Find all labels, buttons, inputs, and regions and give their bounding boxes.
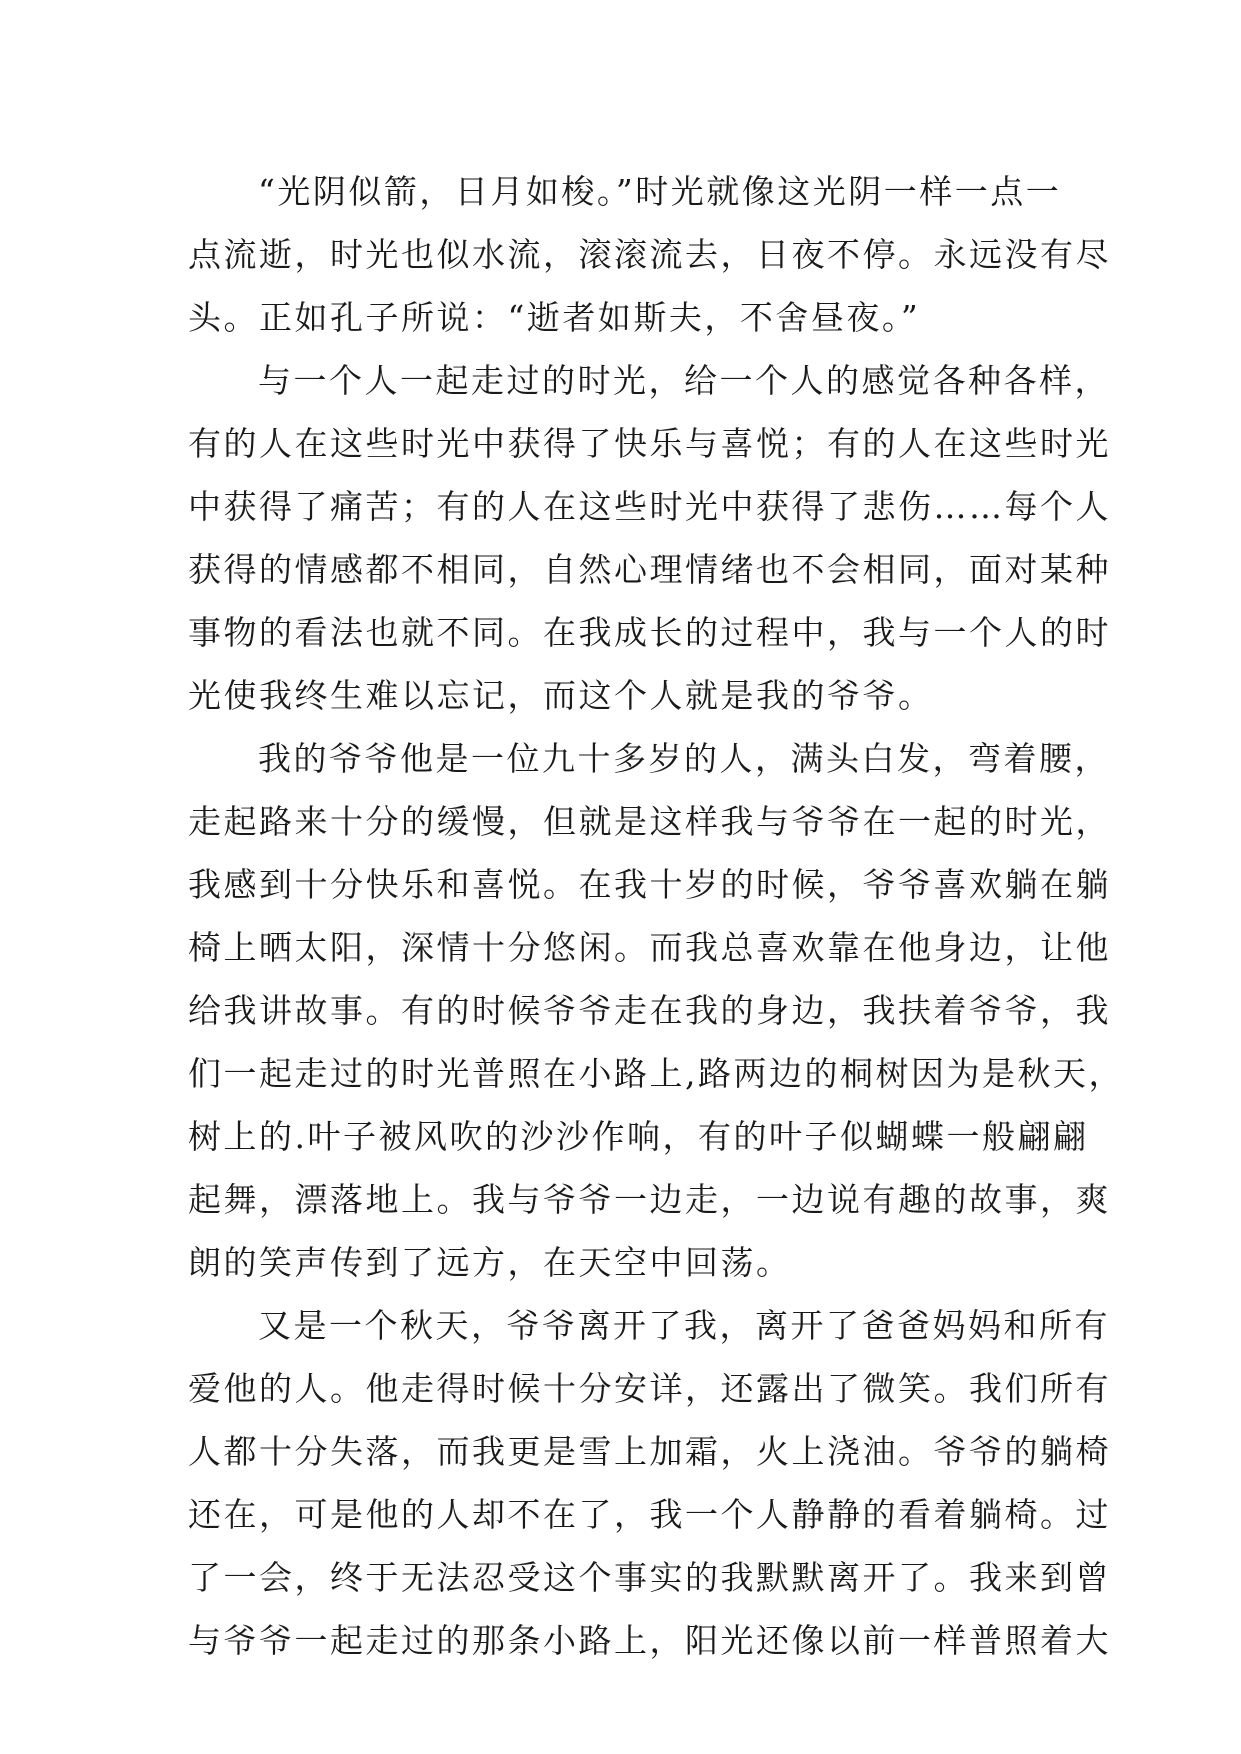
text-line: 人都十分失落，而我更是雪上加霜，火上浇油。爷爷的躺椅 — [188, 1432, 1111, 1471]
text-line: 又是一个秋天，爷爷离开了我，离开了爸爸妈妈和所有 — [258, 1306, 1110, 1345]
text-line: 还在，可是他的人却不在了，我一个人静静的看着躺椅。过 — [188, 1495, 1111, 1534]
text-line: 给我讲故事。有的时候爷爷走在我的身边，我扶着爷爷，我 — [188, 991, 1111, 1030]
paragraph — [188, 349, 1111, 727]
text-line: 爱他的人。他走得时候十分安详，还露出了微笑。我们所有 — [188, 1369, 1111, 1408]
text-line: 光使我终生难以忘记，而这个人就是我的爷爷。 — [188, 676, 934, 715]
text-line: 们一起走过的时光普照在小路上,路两边的桐树因为是秋天， — [188, 1054, 1124, 1093]
document-body — [188, 160, 1124, 1672]
text-line: 走起路来十分的缓慢，但就是这样我与爷爷在一起的时光， — [188, 802, 1111, 841]
text-line: 与爷爷一起走过的那条小路上，阳光还像以前一样普照着大 — [188, 1621, 1111, 1660]
paragraph — [188, 1294, 1111, 1672]
text-line: 中获得了痛苦；有的人在这些时光中获得了悲伤……每个人 — [188, 487, 1111, 526]
text-line: 椅上晒太阳，深情十分悠闲。而我总喜欢靠在他身边，让他 — [188, 928, 1111, 967]
text-line: 有的人在这些时光中获得了快乐与喜悦；有的人在这些时光 — [188, 424, 1111, 463]
text-line: 事物的看法也就不同。在我成长的过程中，我与一个人的时 — [188, 613, 1111, 652]
text-line: “光阴似箭，日月如梭。”时光就像这光阴一样一点一 — [258, 172, 1062, 211]
paragraph — [188, 160, 1111, 349]
text-line: 获得的情感都不相同，自然心理情绪也不会相同，面对某种 — [188, 550, 1111, 589]
text-line: 头。正如孔子所说：“逝者如斯夫，不舍昼夜。” — [188, 298, 921, 337]
paragraph — [188, 727, 1124, 1294]
text-line: 点流逝，时光也似水流，滚滚流去，日夜不停。永远没有尽 — [188, 235, 1111, 274]
text-line: 了一会，终于无法忍受这个事实的我默默离开了。我来到曾 — [188, 1558, 1111, 1597]
text-line: 我感到十分快乐和喜悦。在我十岁的时候，爷爷喜欢躺在躺 — [188, 865, 1111, 904]
text-line: 树上的.叶子被风吹的沙沙作响，有的叶子似蝴蝶一般翩翩 — [188, 1117, 1089, 1156]
text-line: 我的爷爷他是一位九十多岁的人，满头白发，弯着腰， — [258, 739, 1110, 778]
text-line: 与一个人一起走过的时光，给一个人的感觉各种各样， — [258, 361, 1110, 400]
text-line: 朗的笑声传到了远方，在天空中回荡。 — [188, 1243, 792, 1282]
text-line: 起舞，漂落地上。我与爷爷一边走，一边说有趣的故事，爽 — [188, 1180, 1111, 1219]
